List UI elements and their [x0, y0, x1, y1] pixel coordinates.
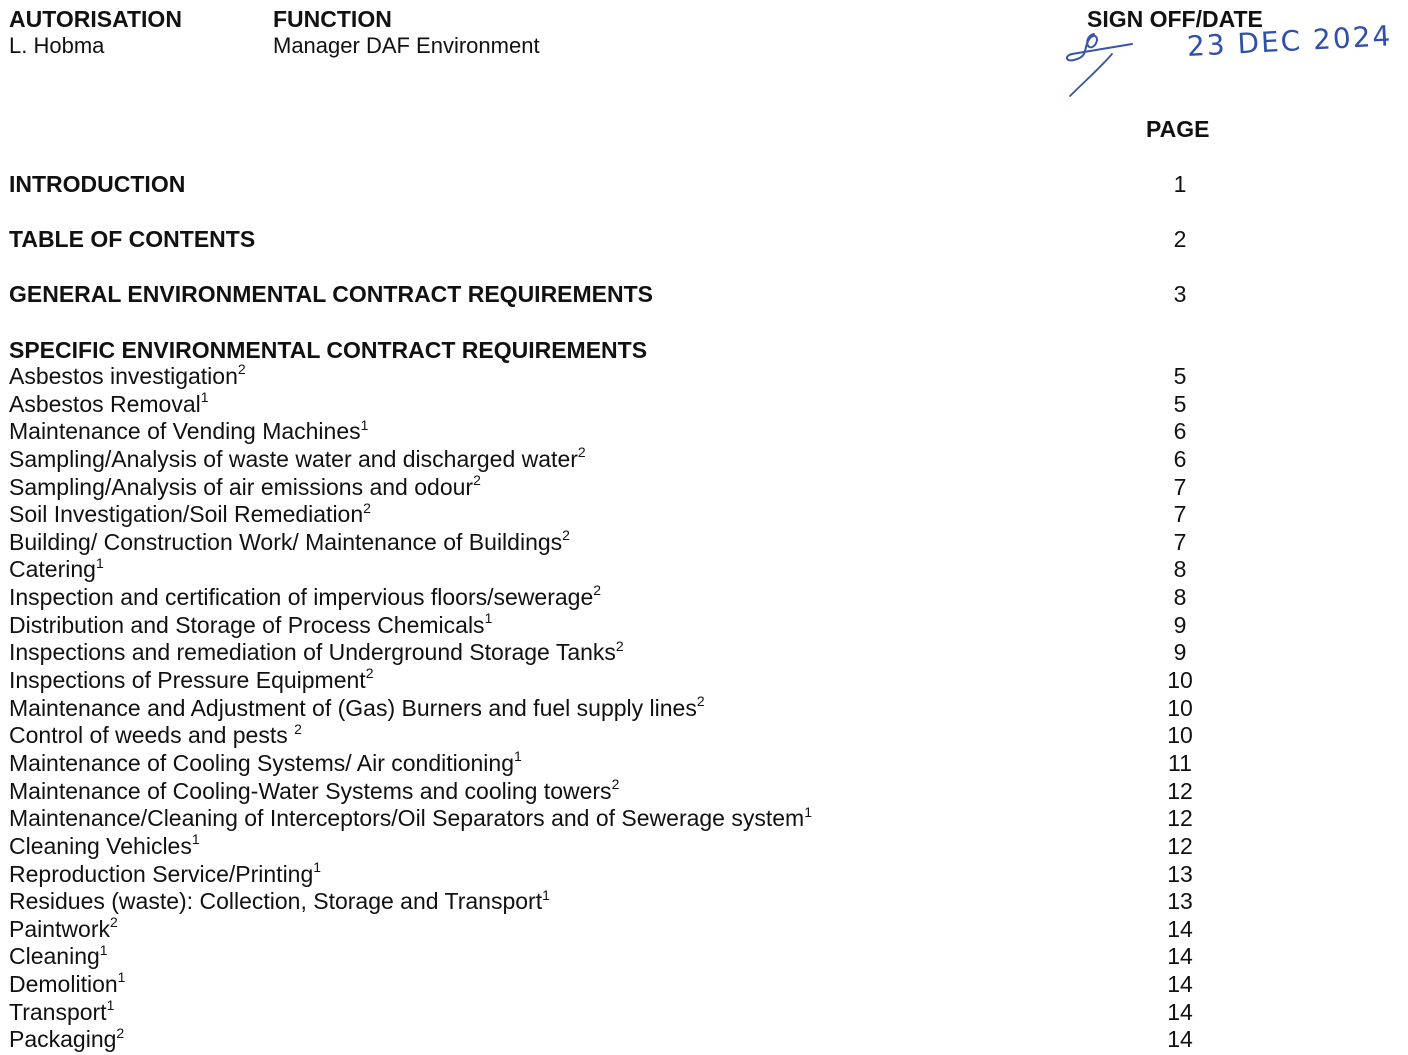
toc-entry-title-text: Residues (waste): Collection, Storage and Transport [9, 888, 543, 915]
toc-entry [9, 666, 1399, 694]
toc-entry-footnote-marker: 2 [363, 499, 371, 516]
toc-entry-title-text: Inspection and certification of impervious floors/sewerage [9, 584, 594, 611]
toc-entry [9, 694, 1399, 722]
toc-entry-title [9, 445, 586, 473]
toc-entry-title [9, 998, 114, 1026]
toc-entry-title [9, 417, 368, 445]
toc-entry-title-text: Asbestos Removal [9, 390, 201, 417]
section-title-table-of-contents: TABLE OF CONTENTS [9, 226, 256, 252]
toc-entry-page: 13 [1167, 860, 1193, 887]
toc-entry [9, 445, 1399, 473]
toc-entry-page: 14 [1167, 998, 1193, 1025]
toc-entry [9, 832, 1399, 860]
toc-entry-title [9, 832, 200, 860]
toc-entry-footnote-marker: 2 [294, 720, 302, 737]
toc-entry [9, 942, 1399, 970]
toc-entry-page: 10 [1167, 694, 1193, 721]
toc-entry-footnote-marker: 1 [804, 803, 813, 820]
toc-entry [9, 500, 1399, 528]
toc-entry [9, 915, 1399, 943]
toc-entry [9, 528, 1399, 556]
toc-entry-title-text: Control of weeds and pests [9, 722, 295, 749]
toc-entry-title [9, 749, 522, 777]
page-column-label: PAGE [1146, 116, 1210, 142]
toc-entry-page: 12 [1167, 777, 1193, 804]
toc-entry-footnote-marker: 1 [313, 858, 322, 875]
section-page-general-requirements: 3 [1173, 281, 1187, 307]
toc-entry [9, 417, 1399, 445]
toc-entry [9, 473, 1399, 501]
toc-entry-title-text: Maintenance of Cooling Systems/ Air conditioning [9, 749, 515, 776]
handwritten-signature [1060, 26, 1140, 98]
toc-entry-title-text: Soil Investigation/Soil Remediation [9, 501, 364, 528]
toc-entry-page: 13 [1167, 888, 1193, 915]
toc-entry-footnote-marker: 1 [106, 997, 115, 1014]
toc-entry-footnote-marker: 1 [542, 886, 550, 903]
toc-entry-title [9, 1025, 124, 1053]
toc-entry-footnote-marker: 1 [191, 831, 200, 848]
toc-entry-title [9, 390, 209, 418]
toc-entry [9, 721, 1399, 749]
toc-entry-title-text: Maintenance and Adjustment of (Gas) Burners and fuel supply lines [9, 694, 697, 721]
authorisation-name: L. Hobma [9, 33, 105, 58]
toc-entry-page: 7 [1173, 528, 1187, 555]
toc-entry-page: 10 [1167, 667, 1193, 694]
section-title-specific-requirements: SPECIFIC ENVIRONMENTAL CONTRACT REQUIREMENTS [9, 337, 648, 363]
toc-entry-title [9, 362, 246, 390]
toc-entry-title-text: Inspections and remediation of Underground Storage Tanks [9, 639, 616, 666]
toc-entry-title-text: Transport [9, 998, 107, 1025]
toc-entry-footnote-marker: 1 [360, 416, 369, 433]
section-title-general-requirements: GENERAL ENVIRONMENTAL CONTRACT REQUIREMENTS [9, 281, 654, 307]
function-label: FUNCTION [273, 6, 392, 32]
toc-entry-footnote-marker: 1 [484, 610, 493, 627]
toc-entry-title-text: Cleaning [9, 943, 100, 970]
toc-entry-footnote-marker: 2 [109, 914, 118, 931]
toc-entry-title-text: Catering [9, 556, 96, 583]
toc-entry-page: 8 [1173, 556, 1187, 583]
toc-entry-title [9, 804, 812, 832]
section-title-introduction: INTRODUCTION [9, 171, 186, 197]
toc-entry-title-text: Sampling/Analysis of waste water and discharged water [9, 445, 578, 472]
toc-entry-footnote-marker: 2 [116, 1024, 125, 1041]
toc-entry-footnote-marker: 1 [514, 748, 522, 765]
toc-entry-title [9, 694, 705, 722]
toc-entry [9, 583, 1399, 611]
toc-entry-page: 11 [1168, 749, 1192, 776]
toc-entry-footnote-marker: 2 [237, 361, 246, 378]
toc-entry-footnote-marker: 2 [611, 775, 620, 792]
toc-entry-title [9, 721, 302, 749]
toc-entry-title-text: Sampling/Analysis of air emissions and odour [9, 473, 474, 500]
toc-entry [9, 749, 1399, 777]
signoff-label: SIGN OFF/DATE [1087, 6, 1263, 32]
toc-entry [9, 362, 1399, 390]
toc-entry [9, 1025, 1399, 1053]
toc-entry-page: 8 [1173, 584, 1187, 611]
toc-entry-title [9, 942, 108, 970]
toc-entry-title [9, 666, 374, 694]
toc-entry [9, 970, 1399, 998]
toc-entry-page: 14 [1167, 943, 1193, 970]
handwritten-signoff-date: 23 DEC 2024 [1186, 19, 1394, 63]
toc-entry-title [9, 777, 619, 805]
toc-entry-title-text: Maintenance of Vending Machines [9, 418, 361, 445]
toc-entry-page: 7 [1173, 473, 1187, 500]
toc-entry-footnote-marker: 1 [200, 388, 209, 405]
toc-entry-title [9, 583, 601, 611]
toc-entry-footnote-marker: 1 [99, 941, 108, 958]
toc-entry-title [9, 611, 492, 639]
toc-entry-footnote-marker: 2 [365, 665, 374, 682]
toc-entry-page: 14 [1167, 1026, 1193, 1053]
toc-entry [9, 638, 1399, 666]
toc-entry-title-text: Inspections of Pressure Equipment [9, 667, 366, 694]
toc-entry [9, 777, 1399, 805]
toc-entry-title [9, 887, 550, 915]
toc-entry-footnote-marker: 2 [696, 693, 705, 710]
toc-entry-footnote-marker: 2 [593, 582, 602, 599]
toc-entry-footnote-marker: 1 [117, 969, 126, 986]
toc-entry-title-text: Demolition [9, 971, 118, 998]
toc-entry-title-text: Cleaning Vehicles [9, 832, 192, 859]
toc-entry [9, 860, 1399, 888]
toc-entry-title-text: Distribution and Storage of Process Chemicals [9, 611, 485, 638]
toc-entry-page: 12 [1167, 805, 1193, 832]
function-value: Manager DAF Environment [273, 33, 540, 58]
toc-entry-footnote-marker: 2 [473, 471, 481, 488]
toc-entry-page: 6 [1173, 418, 1187, 445]
toc-entry-footnote-marker: 1 [95, 554, 104, 571]
toc-entry-title-text: Asbestos investigation [9, 363, 238, 389]
toc-entry-title-text: Reproduction Service/Printing [9, 860, 314, 887]
toc-entry [9, 998, 1399, 1026]
toc-entry-page: 7 [1173, 501, 1187, 528]
toc-entry-page: 6 [1173, 445, 1187, 472]
toc-entry-page: 10 [1167, 722, 1193, 749]
toc-entry-title [9, 473, 481, 501]
toc-entry-title [9, 500, 371, 528]
toc-entry-title-text: Building/ Construction Work/ Maintenance of Buildings [9, 528, 563, 555]
authorisation-label: AUTORISATION [9, 6, 182, 32]
toc-entry-title-text: Packaging [9, 1026, 117, 1053]
toc-entry-page: 14 [1167, 971, 1193, 998]
section-page-introduction: 1 [1173, 171, 1187, 197]
toc-entry-footnote-marker: 2 [615, 637, 624, 654]
toc-entry-footnote-marker: 2 [562, 527, 570, 544]
toc-entry-page: 5 [1173, 363, 1187, 389]
toc-entry-title [9, 638, 624, 666]
toc-entry-title-text: Maintenance/Cleaning of Interceptors/Oil Separators and of Sewerage system [9, 805, 805, 832]
toc-entry-page: 9 [1173, 639, 1187, 666]
toc-entry-title [9, 528, 570, 556]
toc-entry-page: 9 [1173, 611, 1187, 638]
toc-entry-title-text: Maintenance of Cooling-Water Systems and cooling towers [9, 777, 612, 804]
toc-entry-list [9, 362, 1399, 1053]
toc-entry [9, 611, 1399, 639]
toc-entry-page: 14 [1167, 915, 1193, 942]
toc-entry-title [9, 915, 118, 943]
toc-entry-page: 5 [1173, 390, 1187, 417]
toc-entry [9, 804, 1399, 832]
toc-entry-page: 12 [1167, 832, 1193, 859]
toc-entry [9, 555, 1399, 583]
section-page-table-of-contents: 2 [1173, 226, 1187, 252]
toc-entry [9, 887, 1399, 915]
toc-entry-footnote-marker: 2 [577, 444, 586, 461]
toc-entry-title [9, 555, 104, 583]
toc-entry-title [9, 860, 321, 888]
toc-entry-title [9, 970, 125, 998]
toc-entry-title-text: Paintwork [9, 915, 110, 942]
toc-entry [9, 390, 1399, 418]
